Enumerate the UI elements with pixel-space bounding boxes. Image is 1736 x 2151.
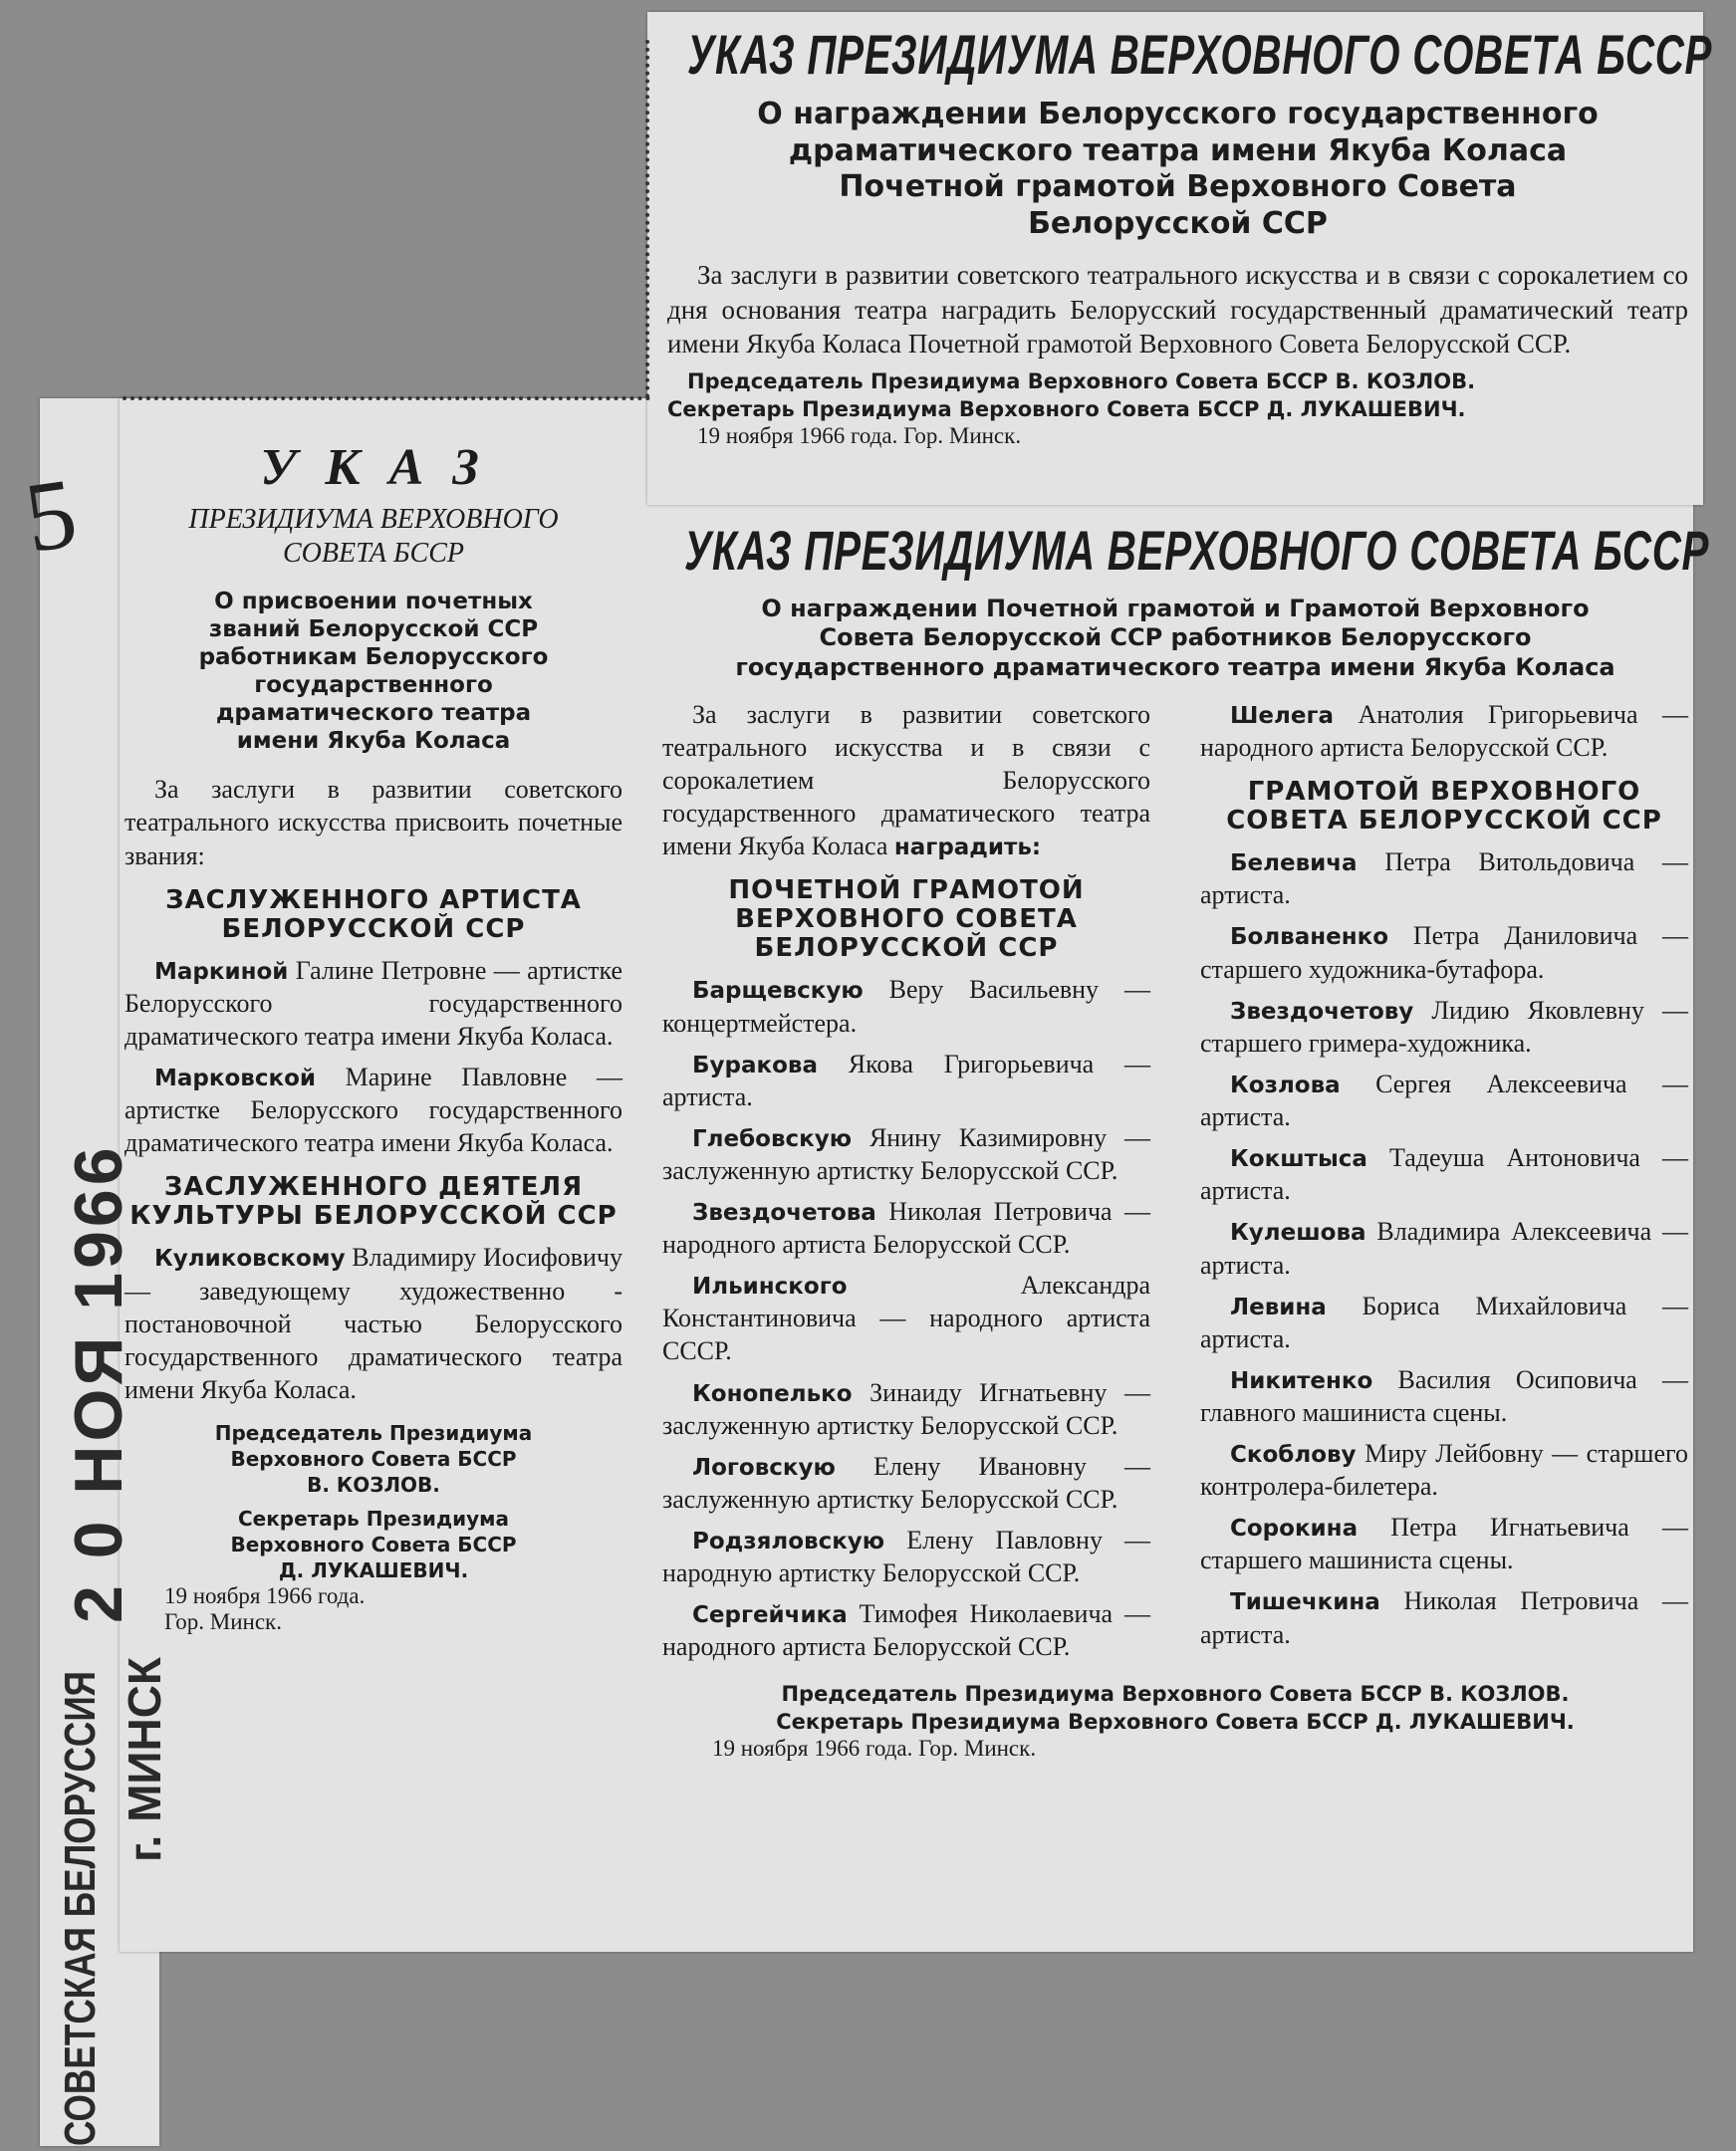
subtitle-line: Совета Белорусской ССР работников Белорусского: [819, 623, 1532, 652]
list-item: [1200, 1290, 1688, 1355]
decree-main-columns: [662, 698, 1688, 1672]
decree-left-sig-chairman: [124, 1420, 622, 1498]
entry-name: Куликовскому: [154, 1246, 346, 1273]
decree-main-title-1: ПОЧЕТНОЙ ГРАМОТОЙ ВЕРХОВНОГО СОВЕТА БЕЛОРУССКОЙ ССР: [728, 875, 1085, 964]
decree-left-sig-secretary: [124, 1506, 622, 1583]
sig-line: Председатель Президиума: [214, 1420, 533, 1445]
entry-name: Звездочетову: [1230, 998, 1414, 1025]
entry-text: Янину Казимировну — заслуженную артистку Белорусской ССР.: [662, 1122, 1150, 1186]
entry-name: Болваненко: [1230, 924, 1389, 951]
entry-text: Галине Петровне — артистке Белорусского государственного драматического театра имени Якуба Коласа.: [124, 955, 622, 1051]
entry-text: Тадеуша Антоновича — артиста.: [1200, 1143, 1688, 1206]
list-item: [662, 1195, 1150, 1261]
list-item: [1200, 1511, 1688, 1576]
intro-text: За заслуги в развитии советского театрального искусства и в связи с сорокалетием Белорусского государственного драматического театра имени Якуба Коласа: [662, 699, 1150, 860]
decree-main-title-2: ГРАМОТОЙ ВЕРХОВНОГО СОВЕТА БЕЛОРУССКОЙ ССР: [1226, 777, 1662, 836]
subtitle-line: драматического театра: [215, 700, 532, 727]
decree-left-title-1: ЗАСЛУЖЕННОГО АРТИСТА БЕЛОРУССКОЙ ССР: [165, 884, 582, 944]
entry-text: Елену Павловну — народную артистку Белорусской ССР.: [662, 1525, 1150, 1588]
list-item: [662, 1376, 1150, 1442]
entry-name: Ильинского: [692, 1274, 848, 1301]
subtitle-line: государственного: [254, 672, 493, 699]
subtitle-line: имени Якуба Коласа: [236, 728, 511, 755]
entry-name: Глебовскую: [692, 1125, 853, 1152]
entry-name: Кокштыса: [1230, 1146, 1367, 1173]
decree-left-intro: За заслуги в развитии советского театрального искусства присвоить почетные звания:: [124, 775, 622, 870]
entry-text: Елену Ивановну — заслуженную артистку Белорусской ССР.: [662, 1451, 1150, 1514]
subtitle-line: О присвоении почетных: [214, 589, 533, 615]
list-item: [124, 1241, 622, 1405]
stamp-city: г. МИНСК: [119, 1656, 170, 1862]
entry-name: Белевича: [1230, 850, 1358, 877]
list-item: [1200, 1215, 1688, 1281]
entry-name: Звездочетова: [692, 1200, 876, 1227]
list-item: [1200, 1437, 1688, 1503]
entry-text: Миру Лейбовну — старшего контролера-билетера.: [1200, 1438, 1688, 1502]
subtitle-line: О награждении Белорусского государственного: [757, 97, 1599, 131]
list-item: [1200, 1363, 1688, 1429]
subtitle-line: Белорусской ССР: [1028, 205, 1328, 241]
list-item: [662, 1450, 1150, 1516]
decree-top-subtitle: [667, 97, 1688, 242]
entry-name: Конопелько: [692, 1380, 853, 1407]
decree-top-text: За заслуги в развитии советского театрального искусства и в связи с сорокалетием со дня основания театра наградить Белорусский государственный драматический театр имени Якуба Коласа Почетной грамотой Верховного Совета Белорусской ССР.: [667, 260, 1688, 358]
decree-left-body: [124, 773, 622, 1405]
decree-main: [662, 518, 1710, 1762]
subtitle-line: работникам Белорусского: [198, 644, 549, 671]
page-number: 5: [18, 457, 84, 574]
entry-text: Лидию Яковлевну — старшего гримера-художника.: [1200, 995, 1688, 1058]
entry-text: Веру Васильевну — концертмейстера.: [662, 975, 1150, 1038]
entry-text: Тимофея Николаевича — народного артиста Белорусской ССР.: [662, 1599, 1150, 1662]
entry-name: Сергейчика: [692, 1602, 848, 1629]
entry-text: Василия Осиповича — главного машиниста сцены.: [1200, 1364, 1688, 1427]
entry-text: Александра Константиновича — народного артиста СССР.: [662, 1271, 1150, 1366]
decree-main-subtitle: [662, 595, 1688, 682]
list-item: [662, 1048, 1150, 1113]
list-item: [662, 973, 1150, 1039]
subtitle-line: государственного драматического театра имени Якуба Коласа: [735, 652, 1615, 681]
decree-left-heading: У К А З: [260, 439, 487, 496]
decree-top-heading: УКАЗ ПРЕЗИДИУМА ВЕРХОВНОГО СОВЕТА БССР: [687, 23, 1713, 86]
stamp-newspaper: СОВЕТСКАЯ БЕЛОРУССИЯ: [56, 1671, 105, 2146]
decree-top-date: 19 ноября 1966 года. Гор. Минск.: [697, 422, 1022, 448]
decree-top: [667, 22, 1713, 449]
subtitle-line: званий Белорусской ССР: [208, 616, 539, 643]
entry-name: Сорокина: [1230, 1516, 1359, 1543]
entry-name: Барщевскую: [692, 978, 864, 1005]
sig-line: В. КОЗЛОВ.: [307, 1472, 440, 1497]
decree-top-sig-chairman: Председатель Президиума Верховного Совета БССР В. КОЗЛОВ.: [687, 369, 1476, 394]
entry-name: Никитенко: [1230, 1367, 1373, 1394]
intro-bold: наградить:: [893, 834, 1042, 860]
sig-line: Верховного Совета БССР: [230, 1446, 517, 1471]
subtitle-line: О награждении Почетной грамотой и Грамотой Верховного: [761, 595, 1590, 622]
list-item: [1200, 1141, 1688, 1207]
list-item: [1200, 698, 1688, 764]
cut-line: [123, 396, 650, 400]
entry-text: Якова Григорьевича — артиста.: [662, 1049, 1150, 1111]
entry-name: Маркиной: [154, 958, 289, 985]
decree-left: [124, 438, 622, 1635]
decree-main-date: 19 ноября 1966 года. Гор. Минск.: [712, 1735, 1037, 1761]
entry-text: Бориса Михайловича — артиста.: [1200, 1291, 1688, 1353]
list-item: [124, 954, 622, 1053]
entry-text: Петра Витольдовича — артиста.: [1200, 847, 1688, 910]
list-item: [1200, 994, 1688, 1060]
entry-name: Левина: [1230, 1294, 1327, 1320]
subtitle-line: Почетной грамотой Верховного Совета: [839, 169, 1517, 205]
entry-text: Владимира Алексеевича — артиста.: [1200, 1217, 1688, 1280]
entry-text: Петра Игнатьевича — старшего машиниста сцены.: [1200, 1513, 1688, 1575]
entry-text: Владимиру Иосифовичу — заведующему художественно - постановочной частью Белорусского государственного драматического театра имени Якуба Коласа.: [124, 1243, 622, 1404]
decree-main-sig-chairman: Председатель Президиума Верховного Совета БССР В. КОЗЛОВ.: [781, 1682, 1570, 1707]
cut-line-vertical: [645, 40, 649, 398]
sig-line: Верховного Совета БССР: [230, 1532, 517, 1556]
entry-name: Шелега: [1230, 702, 1334, 729]
list-item: [124, 1061, 622, 1159]
decree-main-col-2: [1200, 698, 1688, 1672]
list-item: [662, 1121, 1150, 1187]
entry-name: Кулешова: [1230, 1220, 1366, 1247]
subtitle-line: драматического театра имени Якуба Коласа: [788, 132, 1568, 168]
list-item: [662, 1524, 1150, 1589]
list-item: [662, 1597, 1150, 1663]
decree-main-sig-secretary: Секретарь Президиума Верховного Совета БССР Д. ЛУКАШЕВИЧ.: [776, 1709, 1575, 1734]
entry-text: Зинаиду Игнатьевну — заслуженную артистку Белорусской ССР.: [662, 1377, 1150, 1440]
decree-top-sig-secretary: Секретарь Президиума Верховного Совета БССР Д. ЛУКАШЕВИЧ.: [667, 396, 1466, 421]
list-item: [1200, 1584, 1688, 1650]
entry-name: Марковской: [154, 1065, 316, 1091]
decree-main-col-1: [662, 698, 1150, 1672]
heading-sub-line: ПРЕЗИДИУМА ВЕРХОВНОГО: [188, 504, 559, 535]
entry-text: Николая Петровича — народного артиста Белорусской ССР.: [662, 1197, 1150, 1260]
decree-left-date: 19 ноября 1966 года.: [164, 1582, 366, 1608]
sig-line: Д. ЛУКАШЕВИЧ.: [278, 1557, 469, 1582]
decree-left-place: Гор. Минск.: [164, 1608, 282, 1634]
sig-line: Секретарь Президиума: [237, 1506, 509, 1531]
entry-text: Марине Павловне — артистке Белорусского государственного драматического театра имени Якуба Коласа.: [124, 1062, 622, 1158]
decree-left-heading-sub: [124, 503, 622, 570]
decree-main-heading: УКАЗ ПРЕЗИДИУМА ВЕРХОВНОГО СОВЕТА БССР: [684, 519, 1710, 582]
entry-text: Николая Петровича — артиста.: [1200, 1586, 1688, 1649]
entry-text: Петра Даниловича — старшего художника-бутафора.: [1200, 921, 1688, 984]
entry-name: Логовскую: [692, 1454, 836, 1481]
decree-main-intro: [662, 698, 1150, 862]
entry-text: Анатолия Григорьевича — народного артиста Белорусской ССР.: [1200, 699, 1688, 762]
entry-text: Сергея Алексеевича — артиста.: [1200, 1069, 1688, 1132]
entry-name: Буракова: [692, 1052, 818, 1078]
entry-name: Тишечкина: [1230, 1589, 1380, 1616]
decree-left-title-2: ЗАСЛУЖЕННОГО ДЕЯТЕЛЯ КУЛЬТУРЫ БЕЛОРУССКОЙ ССР: [129, 1172, 618, 1232]
list-item: [1200, 1068, 1688, 1133]
decree-left-subtitle: [124, 588, 622, 755]
decree-top-body: [667, 258, 1688, 360]
list-item: [1200, 845, 1688, 911]
list-item: [662, 1269, 1150, 1367]
heading-sub-line: СОВЕТА БССР: [283, 537, 464, 569]
entry-name: Родзяловскую: [692, 1528, 885, 1554]
entry-name: Скоблову: [1230, 1441, 1357, 1468]
stamp-date: 2 0 НОЯ 1966: [61, 1143, 136, 1623]
list-item: [1200, 919, 1688, 985]
entry-name: Козлова: [1230, 1072, 1341, 1098]
